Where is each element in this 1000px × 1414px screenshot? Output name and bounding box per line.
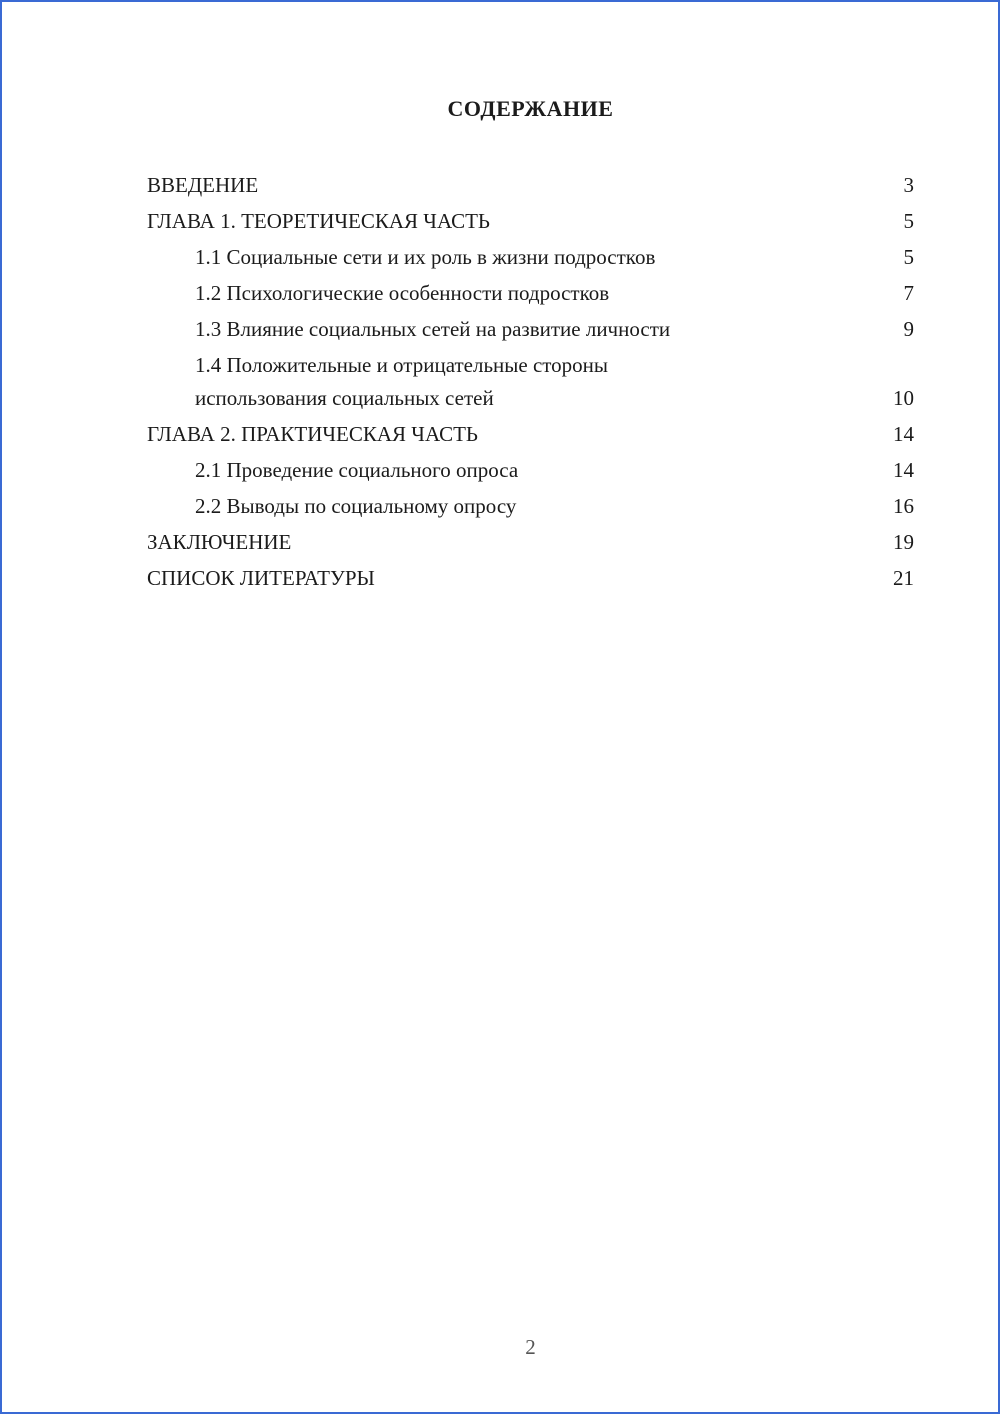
toc-entry (147, 562, 914, 595)
toc-entry (147, 418, 914, 451)
toc-entry-label: ГЛАВА 1. ТЕОРЕТИЧЕСКАЯ ЧАСТЬ (147, 209, 490, 233)
toc-entry-page: 3 (903, 173, 914, 197)
toc-entry-label: 2.1 Проведение социального опроса (195, 458, 519, 482)
toc-entry-label: 1.1 Социальные сети и их роль в жизни подростков (195, 245, 656, 269)
toc-entry-page: 16 (893, 494, 914, 518)
toc-entry-page: 5 (903, 209, 914, 233)
toc-entry (147, 349, 914, 415)
toc-entry-label: СПИСОК ЛИТЕРАТУРЫ (147, 566, 375, 590)
toc-entry-page: 10 (893, 386, 914, 410)
toc-entry-page: 9 (903, 317, 914, 341)
page-title: СОДЕРЖАНИЕ (447, 96, 614, 121)
toc-entry (147, 454, 914, 487)
toc-entry-label (147, 349, 873, 415)
toc-entry-label: 1.3 Влияние социальных сетей на развитие личности (195, 317, 671, 341)
table-of-contents (147, 169, 914, 595)
toc-entry-page: 19 (893, 530, 914, 554)
toc-entry (147, 241, 914, 274)
toc-entry (147, 313, 914, 346)
toc-entry (147, 526, 914, 559)
toc-entry-page: 14 (893, 458, 914, 482)
toc-entry-label: ЗАКЛЮЧЕНИЕ (147, 530, 292, 554)
toc-entry-page: 7 (903, 281, 914, 305)
toc-entry-label: 1.2 Психологические особенности подростков (195, 281, 610, 305)
toc-entry (147, 205, 914, 238)
toc-entry-page: 21 (893, 566, 914, 590)
page-content (147, 2, 914, 598)
toc-entry-label: ВВЕДЕНИЕ (147, 173, 259, 197)
toc-entry (147, 490, 914, 523)
toc-entry (147, 169, 914, 202)
footer-page-number: 2 (525, 1335, 536, 1359)
toc-entry (147, 277, 914, 310)
toc-entry-label-line1: 1.4 Положительные и отрицательные стороны (195, 353, 609, 377)
toc-entry-label: ГЛАВА 2. ПРАКТИЧЕСКАЯ ЧАСТЬ (147, 422, 478, 446)
toc-entry-page: 14 (893, 422, 914, 446)
toc-entry-page: 5 (903, 245, 914, 269)
toc-entry-label: 2.2 Выводы по социальному опросу (195, 494, 517, 518)
toc-entry-label-line2: использования социальных сетей (195, 386, 494, 410)
